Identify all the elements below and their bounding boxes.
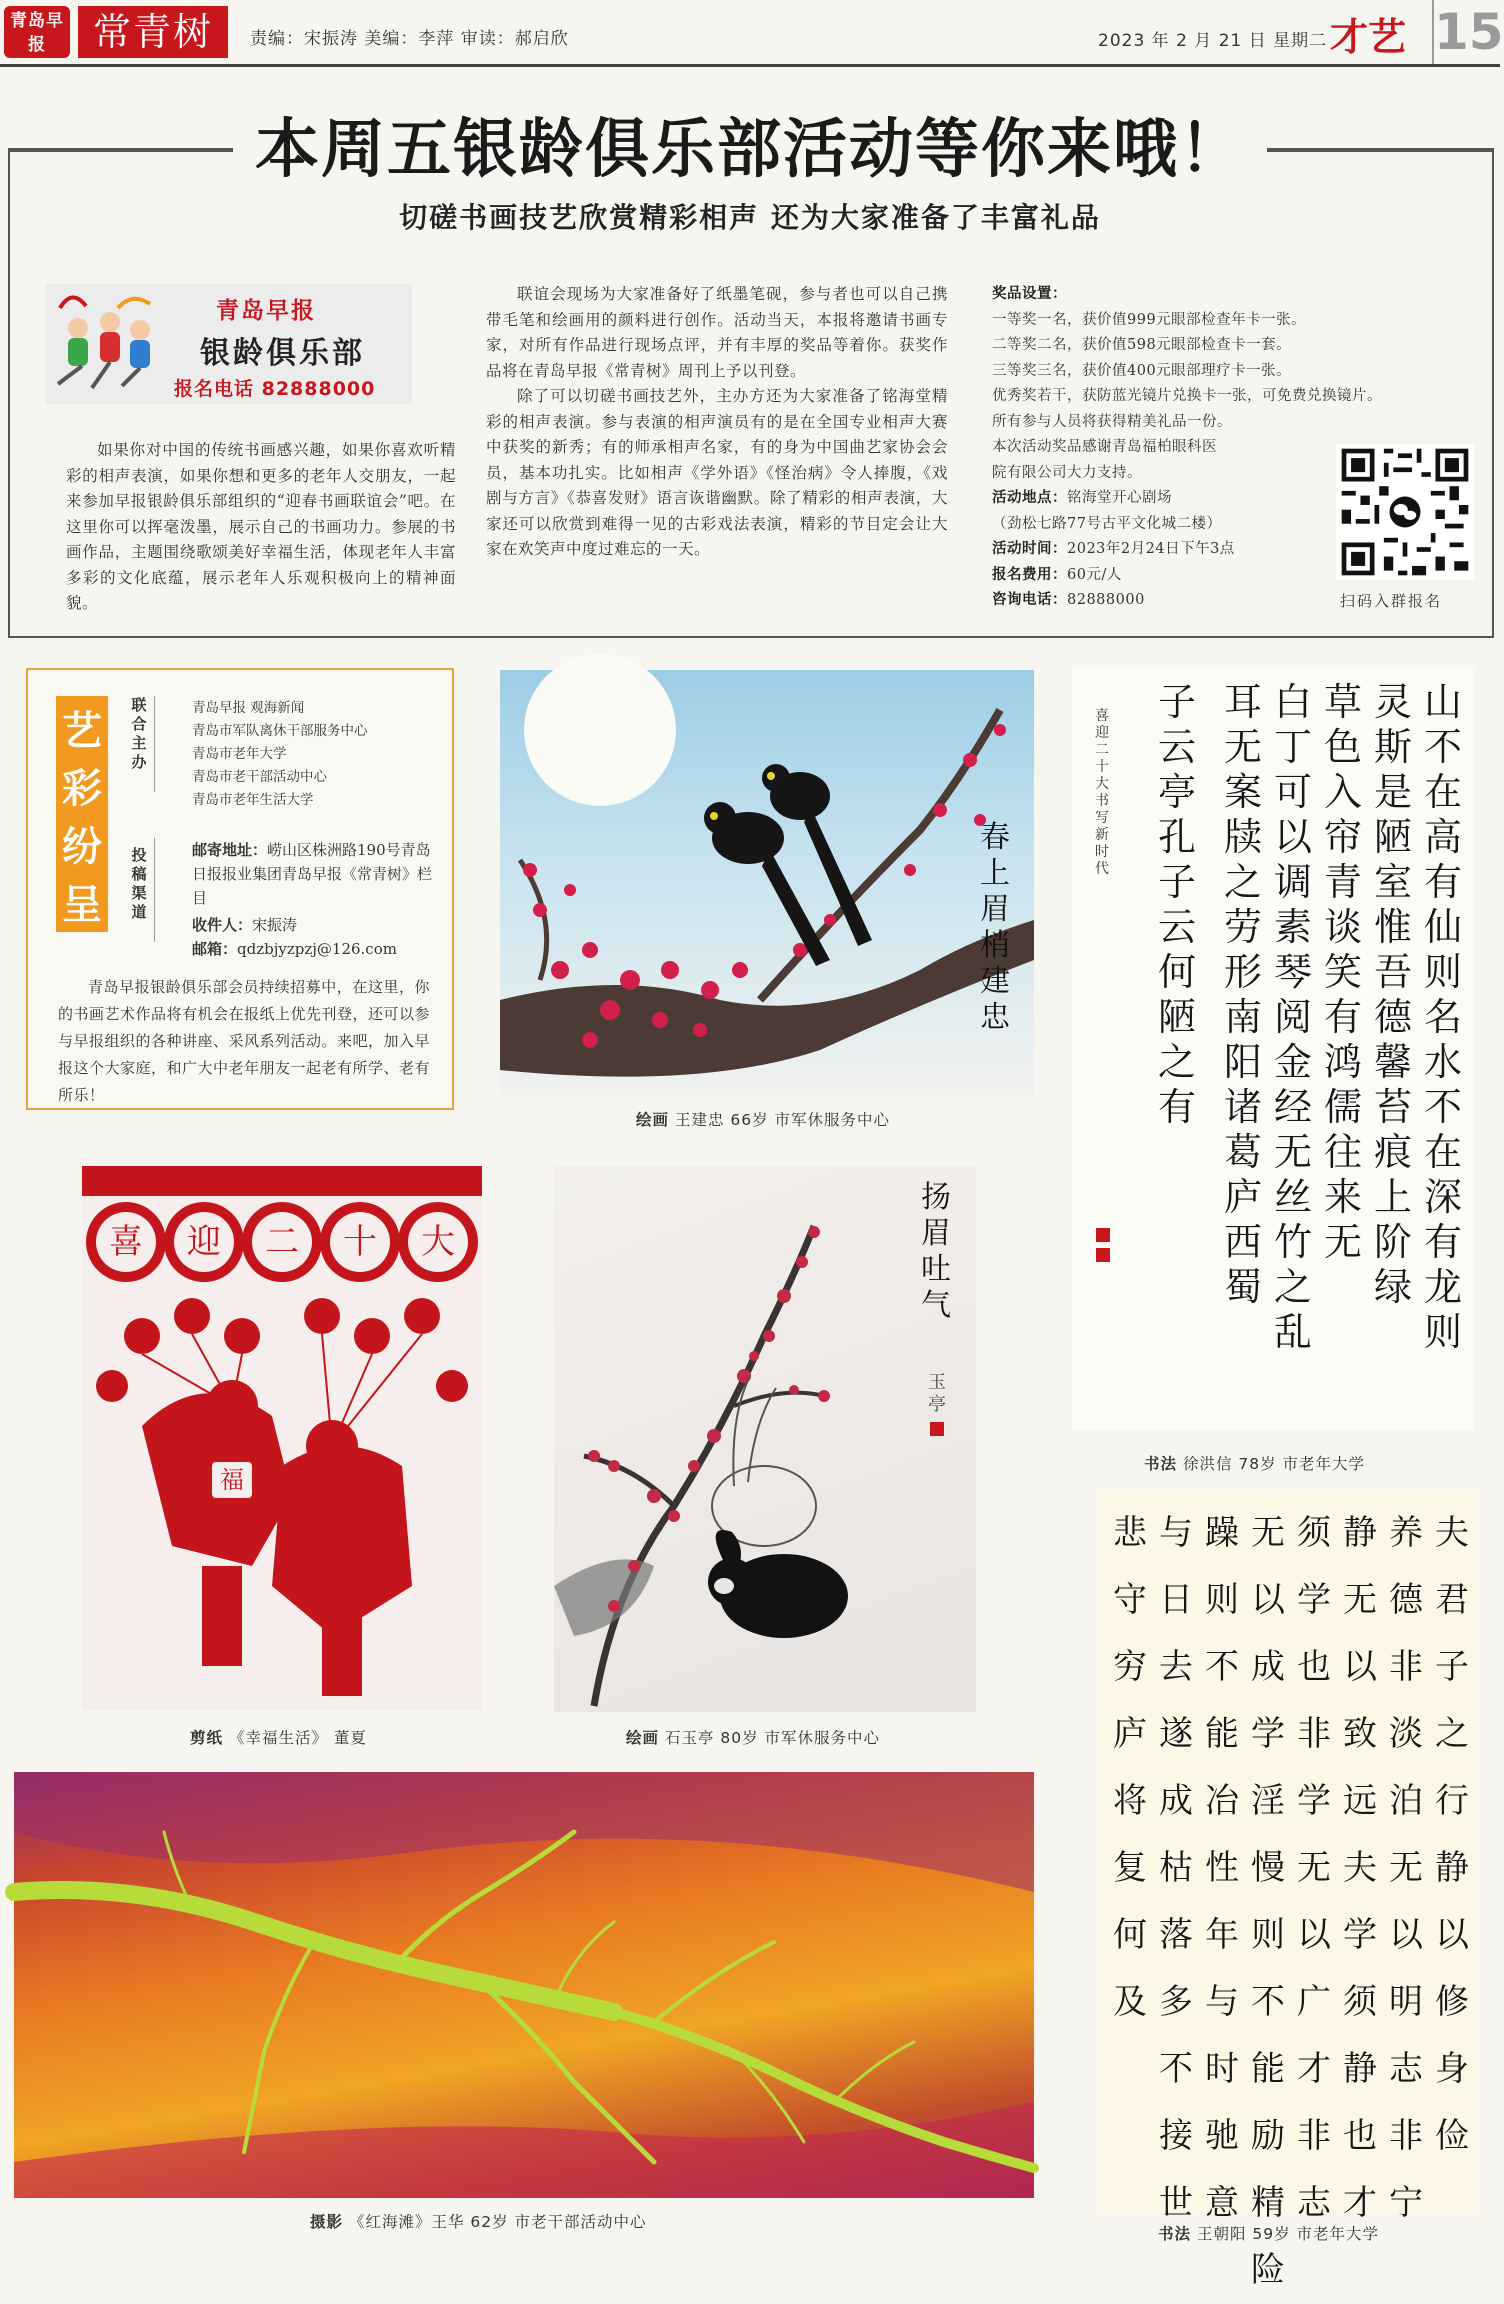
fee-label: 报名费用：	[992, 566, 1067, 583]
club-phone: 报名电话 82888000	[174, 378, 376, 400]
email-address[interactable]: qdzbjyzpzj@126.com	[237, 940, 397, 958]
seal-stamp	[930, 1422, 944, 1436]
club-name: 银龄俱乐部	[200, 336, 365, 371]
phone-label: 咨询电话：	[992, 592, 1067, 608]
prize-line: 二等奖二名，获价值598元眼部检查卡一套。	[992, 337, 1292, 353]
painting-magpies	[500, 670, 1034, 1096]
editor-credits: 责编：宋振涛 美编：李萍 审读：郝启欣	[250, 29, 569, 49]
prize-line: 本次活动奖品感谢青岛福柏眼科医	[992, 439, 1217, 455]
lantern-character: 二	[265, 1222, 299, 1262]
seal-stamp	[1096, 1248, 1110, 1262]
prize-line: 院有限公司大力支持。	[992, 464, 1142, 481]
caption-kind: 绘画	[626, 1729, 660, 1747]
email	[192, 938, 397, 959]
club-logo	[46, 284, 412, 404]
photo-red-beach	[14, 1772, 1034, 2198]
calligraphy-column: 耳无案牍之劳形南阳诸葛庐西蜀	[1223, 680, 1262, 1309]
caption-text: 徐洪信 78岁 市老年大学	[1182, 1455, 1366, 1473]
club-paper-name: 青岛早报	[216, 298, 316, 324]
red-beach-photo-image	[14, 1772, 1034, 2198]
recipient	[192, 914, 297, 935]
masthead	[0, 0, 1504, 64]
headline	[0, 108, 1500, 192]
venue-label: 活动地点：	[992, 490, 1067, 506]
calligraphy-column: 养德非淡泊无以明志非宁	[1389, 1513, 1423, 2223]
rabbit-painting-image	[554, 1166, 976, 1712]
calligraphy-column: 山不在高有仙则名水不在深有龙则	[1423, 680, 1462, 1354]
address: 崂山区株洲路190号青岛日报报业集团青岛早报《常青树》栏目	[192, 841, 433, 907]
organizer-item: 青岛市老年生活大学	[192, 792, 314, 808]
fu-badge: 福	[220, 1466, 244, 1494]
lantern-character: 迎	[187, 1222, 221, 1262]
organizer-item: 青岛市老干部活动中心	[192, 769, 327, 785]
prize-line: 优秀奖若干，获防蓝光镜片兑换卡一张，可免费兑换镜片。	[992, 388, 1382, 404]
recipient-name: 宋振涛	[252, 916, 298, 934]
painting-rabbits	[554, 1166, 976, 1712]
calligraphy-column: 白丁可以调素琴阅金经无丝竹之乱	[1273, 680, 1312, 1354]
headline-text: 本周五银龄俱乐部活动等你来哦！	[233, 108, 1267, 192]
prize-line: 一等奖一名，获价值999元眼部检查年卡一张。	[992, 311, 1307, 328]
caption-text: 王建忠 66岁 市军休服务中心	[674, 1111, 891, 1129]
painting-signature: 玉亭	[928, 1372, 946, 1415]
caption-kind: 剪纸	[190, 1729, 224, 1747]
painting1-caption	[636, 1108, 890, 1130]
prizes-title: 奖品设置：	[992, 286, 1067, 302]
qr-code-icon[interactable]	[1336, 444, 1474, 580]
submission-info-box	[26, 668, 454, 1110]
qr-caption: 扫码入群报名	[1340, 592, 1443, 610]
calligraphy-column: 灵斯是陋室惟吾德馨苔痕上阶绿	[1373, 680, 1412, 1309]
venue: 铭海堂开心剧场	[1067, 490, 1172, 506]
calligraphy-column: 无以成学淫慢则不能励精险	[1251, 1513, 1285, 2290]
organizer-item: 青岛早报 观海新闻	[192, 700, 305, 716]
painting-inscription: 扬眉吐气	[921, 1180, 951, 1323]
caption-kind: 书法	[1144, 1455, 1178, 1473]
calligraphy-column: 静无以致远夫学须静也才	[1343, 1513, 1377, 2223]
caption-text: 《红海滩》王华 62岁 市老干部活动中心	[348, 2213, 647, 2231]
article-column-1	[66, 438, 456, 617]
time-label: 活动时间：	[992, 541, 1067, 557]
calligraphy-column: 夫君子之行静以修身俭	[1435, 1513, 1469, 2156]
paragraph: 联谊会现场为大家准备好了纸墨笔砚，参与者也可以自己携带毛笔和绘画用的颜料进行创作。活动当天，本报将邀请书画专家，对所有作品进行现场点评，并有丰厚的奖品等着你。获奖作品将在青岛早报《常青树》周刊上予以刊登。	[486, 285, 948, 380]
event-time: 2023年2月24日下午3点	[1067, 541, 1235, 557]
caption-text: 《幸福生活》 董夏	[228, 1729, 367, 1747]
calligraphy-column: 须学也非学无以广才非志	[1297, 1513, 1331, 2223]
caption-kind: 书法	[1158, 2225, 1192, 2243]
article-column-2	[486, 282, 948, 563]
lantern-character: 喜	[109, 1222, 143, 1262]
email-label: 邮箱：	[192, 940, 238, 958]
column-name: 才艺	[1330, 15, 1407, 59]
calligraphy-column: 与日去遂成枯落多不接世	[1159, 1513, 1193, 2223]
calligraphy1-caption	[1144, 1452, 1365, 1474]
calligraphy-column: 草色入帘青谈笑有鸿儒往来无	[1323, 680, 1362, 1264]
recipient-label: 收件人：	[192, 916, 253, 934]
calligraphy-column: 躁则不能冶性年与时驰意	[1205, 1513, 1239, 2223]
papercut-caption	[190, 1726, 367, 1748]
calligraphy-cursive	[1072, 668, 1474, 1430]
calligraphy-side-note: 喜迎二十大书写新时代	[1095, 708, 1109, 877]
calligraphy-column: 子云亭孔子云何陋之有	[1157, 680, 1196, 1129]
paper-logo: 青岛早报	[4, 6, 70, 58]
address-label: 邮寄地址：	[192, 841, 268, 859]
divider	[154, 838, 155, 942]
venue-detail: （劲松七路77号古平文化城二楼）	[992, 515, 1222, 532]
submission-label: 投稿渠道	[131, 846, 147, 921]
organizer-label: 联合主办	[131, 696, 147, 771]
paragraph: 除了可以切磋书画技艺外，主办方还为大家准备了铭海堂精彩的相声表演。参与表演的相声演员有的是在全国专业相声大赛中获奖的新秀；有的师承相声名家，有的身为中国曲艺家协会会员，基本功扎实。比如相声《学外语》《怪治病》令人捧腹，《戏剧与方言》《恭喜发财》语言诙谐幽默。除了精彩的相声表演，大家还可以欣赏到难得一见的古彩戏法表演，精彩的节目定会让大家在欢笑声中度过难忘的一天。	[486, 387, 948, 558]
membership-note: 青岛早报银龄俱乐部会员持续招募中，在这里，你的书画艺术作品将有机会在报纸上优先刊登，还可以参与早报组织的各种讲座、采风系列活动。来吧，加入早报这个大家庭，和广大中老年朋友一起老有所学、老有所乐！	[58, 978, 431, 1104]
page-number: 15	[1432, 0, 1500, 64]
caption-text: 王朝阳 59岁 市老年大学	[1196, 2225, 1380, 2243]
calligraphy-column: 悲守穷庐将复何及	[1113, 1513, 1147, 2022]
paragraph: 如果你对中国的传统书画感兴趣，如果你喜欢听精彩的相声表演，如果你想和更多的老年人交朋友，一起来参加早报银龄俱乐部组织的“迎春书画联谊会”吧。在这里你可以挥毫泼墨，展示自己的书画功力。参展的书画作品，主题围绕歌颂美好幸福生活，体现老年人丰富多彩的文化底蕴，展示老年人乐观积极向上的精神面貌。	[66, 441, 456, 612]
caption-kind: 绘画	[636, 1111, 670, 1129]
phone: 82888000	[1067, 592, 1145, 608]
mailing-address	[192, 838, 432, 910]
papercut-artwork	[82, 1166, 482, 1710]
divider	[154, 696, 155, 792]
fee: 60元/人	[1067, 566, 1122, 583]
painting2-caption	[626, 1726, 880, 1748]
photo-caption	[310, 2210, 647, 2232]
issue-date: 2023 年 2 月 21 日 星期二	[1098, 31, 1328, 51]
column-tag: 艺彩纷呈	[56, 696, 108, 932]
painting-inscription: 春上眉梢 建忠	[980, 820, 1010, 1035]
magpie-painting-image	[500, 670, 1034, 1096]
section-title: 常青树	[78, 6, 228, 58]
prize-line: 三等奖三名，获价值400元眼部理疗卡一张。	[992, 362, 1292, 379]
organizer-item: 青岛市军队离休干部服务中心	[192, 723, 368, 739]
header-divider	[0, 64, 1500, 67]
subheadline: 切磋书画技艺欣赏精彩相声 还为大家准备了丰富礼品	[399, 201, 1101, 234]
seal-stamp	[1096, 1228, 1110, 1242]
caption-text: 石玉亭 80岁 市军休服务中心	[664, 1729, 881, 1747]
lantern-character: 十	[343, 1222, 377, 1262]
organizer-item: 青岛市老年大学	[192, 746, 287, 762]
caption-kind: 摄影	[310, 2213, 344, 2231]
elderly-dancers-illustration	[52, 288, 164, 392]
lantern-character: 大	[421, 1222, 455, 1262]
prize-line: 所有参与人员将获得精美礼品一份。	[992, 413, 1232, 430]
calligraphy2-caption	[1158, 2222, 1379, 2244]
